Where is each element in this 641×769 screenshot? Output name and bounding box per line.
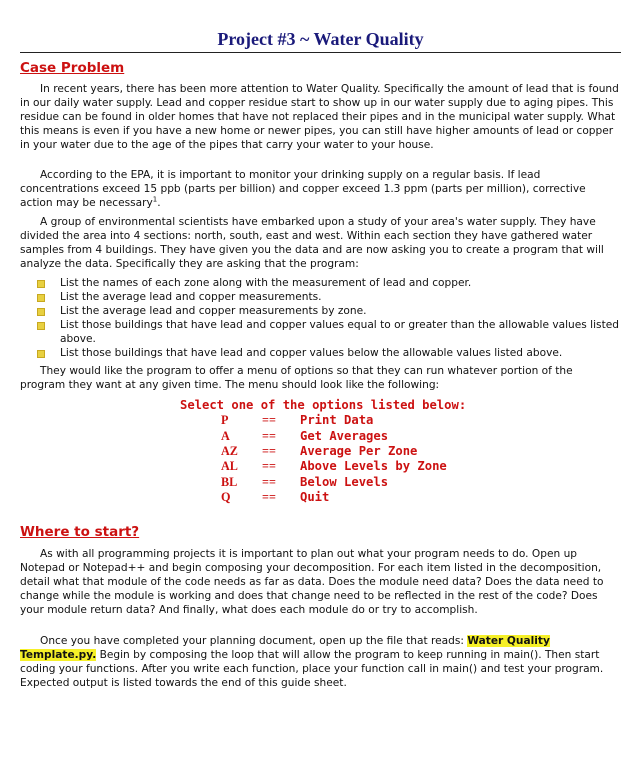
menu-option-separator: == [262,459,276,474]
template-filename: Water Quality Template.py. [20,635,550,661]
list-item: List those buildings that have lead and copper values below the allowable values listed above. [20,346,620,360]
menu-option-label: Quit [300,489,330,504]
menu-option-code: AL [221,459,238,474]
footnote-marker: 1 [152,195,158,204]
menu-option-label: Average Per Zone [300,443,418,458]
square-bullet-icon [37,294,45,302]
list-item: List the average lead and copper measurements by zone. [20,304,620,318]
paragraph-epa [20,168,620,210]
menu-option-label: Above Levels by Zone [300,459,447,474]
menu-option-label: Get Averages [300,428,389,443]
list-item: List the average lead and copper measurements. [20,290,620,304]
page-title: Project #3 ~ Water Quality [217,29,424,49]
paragraph-template [20,634,620,690]
menu-option-label: Print Data [300,413,374,428]
paragraph-template-rest: Begin by composing the loop that will allow the program to keep running in main(). Then start coding your functions. After you write each function, place your function call in main() and test your program. Expected output is listed towards the end of this guide sheet. [20,649,604,689]
paragraph-study: A group of environmental scientists have embarked upon a study of your area's water supply. They have divided the area into 4 sections: north, south, east and west. Within each section they have gathered water samples from 4 buildings. They have given you the data and are now asking you to create a program that will analyze the data. Specifically they are asking that the program: [20,216,604,270]
list-item: List the names of each zone along with the measurement of lead and copper. [20,276,620,290]
menu-option-separator: == [262,443,276,458]
section-heading-case-problem: Case Problem [20,60,125,76]
paragraph-intro: In recent years, there has been more attention to Water Quality. Specifically the amount of lead that is found in our daily water supply. Lead and copper residue start to show up in our water supply due to aging pipes. This residue can be found in older homes that have not replaced their pipes and in the municipal water supply. What this means is even if you have a new home or newer pipes, you can still have higher amounts of lead or copper in your water due to the age of the pipes that carry your water to your house. [20,83,619,151]
menu-option-separator: == [262,474,276,489]
menu-option-separator: == [262,428,276,443]
square-bullet-icon [37,280,45,288]
menu-option-separator: == [262,413,276,428]
square-bullet-icon [37,308,45,316]
menu-option-code: AZ [221,443,238,458]
paragraph-template-text: Once you have completed your planning document, open up the file that reads: [40,635,468,647]
menu-option-separator: == [262,489,276,504]
menu-title: Select one of the options listed below: [180,398,467,412]
menu-option-label: Below Levels [300,474,389,489]
list-item: List those buildings that have lead and copper values equal to or greater than the allowable values listed above. [20,318,620,346]
square-bullet-icon [37,350,45,358]
requirements-list [20,276,620,360]
menu-option-code: P [221,413,229,428]
title-underline [20,52,621,53]
paragraph-planning: As with all programming projects it is important to plan out what your program needs to do. Open up Notepad or Notepad++ and begin composing your decomposition. For each item listed in the decomposition, detail what that module of the code needs as far as data. Does the module need data? Does the data need to change while the module is working and does that change need to be reflected in the rest of the code? Does your module return data? And finally, what does each module do or try to accomplish. [20,548,604,616]
paragraph-epa-text: According to the EPA, it is important to monitor your drinking supply on a regular basis. If lead concentrations exceed 15 ppb (parts per billion) and copper exceed 1.3 ppm (parts per million), corrective action may be necessary [20,169,586,209]
square-bullet-icon [37,322,45,330]
section-heading-where-to-start: Where to start? [20,524,140,540]
menu-option-code: A [221,428,230,443]
menu-option-code: BL [221,474,238,489]
paragraph-menu-intro: They would like the program to offer a menu of options so that they can run whatever portion of the program they want at any given time. The menu should look like the following: [20,365,573,391]
paragraph-epa-end: . [157,197,161,209]
menu-option-code: Q [221,489,231,504]
